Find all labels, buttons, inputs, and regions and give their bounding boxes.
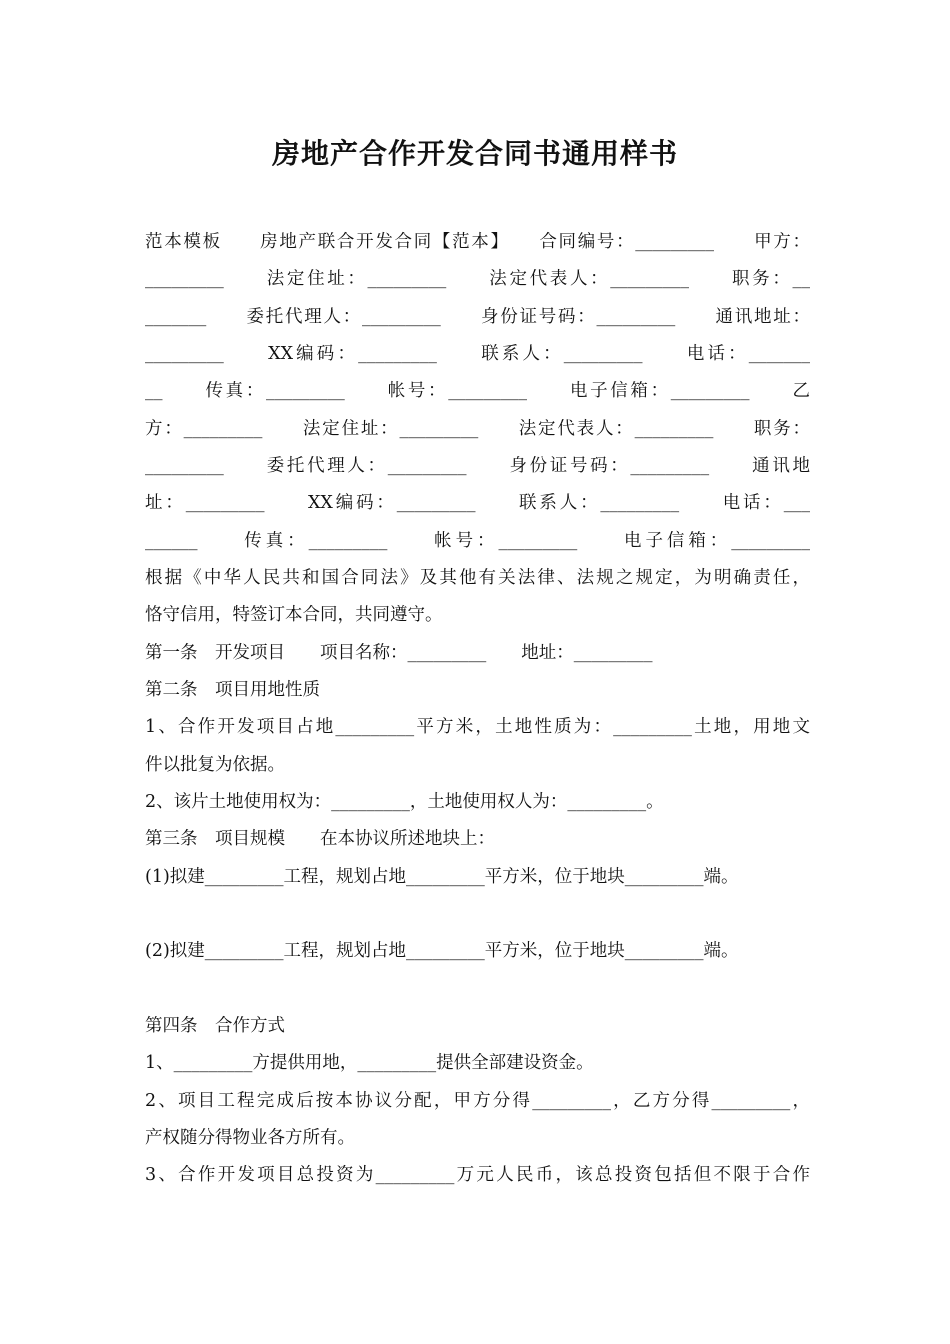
text-line: 3、合作开发项目总投资为_________万元人民币，该总投资包括但不限于合作 <box>145 1165 810 1185</box>
text-line: 1、_________方提供用地，_________提供全部建设资金。 <box>145 1053 594 1073</box>
text-line: 2、项目工程完成后按本协议分配，甲方分得_________，乙方分得_________， <box>145 1091 810 1111</box>
text-line: _______ 委托代理人：_________ 身份证号码：_________ 通讯地址： <box>145 307 810 327</box>
text-line: 第二条 项目用地性质 <box>145 680 320 700</box>
text-line: 址：_________ XX编码：_________ 联系人：_________ 电话：___ <box>145 493 810 513</box>
document-title: 房地产合作开发合同书通用样书 <box>271 137 678 170</box>
text-line: 根据《中华人民共和国合同法》及其他有关法律、法规之规定，为明确责任， <box>145 568 810 588</box>
text-line: (2)拟建_________工程，规划占地_________平方米，位于地块_________端。 <box>145 941 739 961</box>
text-line: 第三条 项目规模 在本协议所述地块上： <box>145 829 495 849</box>
text-line: 第四条 合作方式 <box>145 1016 285 1036</box>
text-line: 第一条 开发项目 项目名称：_________ 地址：_________ <box>145 643 653 663</box>
text-line: (1)拟建_________工程，规划占地_________平方米，位于地块_________端。 <box>145 867 739 887</box>
text-line: _________ XX编码：_________ 联系人：_________ 电话：_______ <box>145 344 810 364</box>
text-line: _________ 法定住址：_________ 法定代表人：_________ 职务：__ <box>145 269 810 289</box>
text-line: 2、该片土地使用权为：_________，土地使用权人为：_________。 <box>145 792 664 812</box>
text-line: 恪守信用，特签订本合同，共同遵守。 <box>145 605 443 625</box>
text-line: _________ 委托代理人：_________ 身份证号码：_________ 通讯地 <box>145 456 810 476</box>
text-line: 件以批复为依据。 <box>145 755 285 775</box>
text-line: ______ 传真：_________ 帐号：_________ 电子信箱：_________ <box>145 531 810 551</box>
text-line: 产权随分得物业各方所有。 <box>145 1128 355 1148</box>
text-line: 范本模板 房地产联合开发合同【范本】 合同编号：_________ 甲方： <box>145 232 810 252</box>
text-line: 方：_________ 法定住址：_________ 法定代表人：_________ 职务： <box>145 419 810 439</box>
text-line: 1、合作开发项目占地_________平方米，土地性质为：_________土地，用地文 <box>145 717 810 737</box>
text-line: __ 传真：_________ 帐号：_________ 电子信箱：_________ 乙 <box>145 381 810 401</box>
